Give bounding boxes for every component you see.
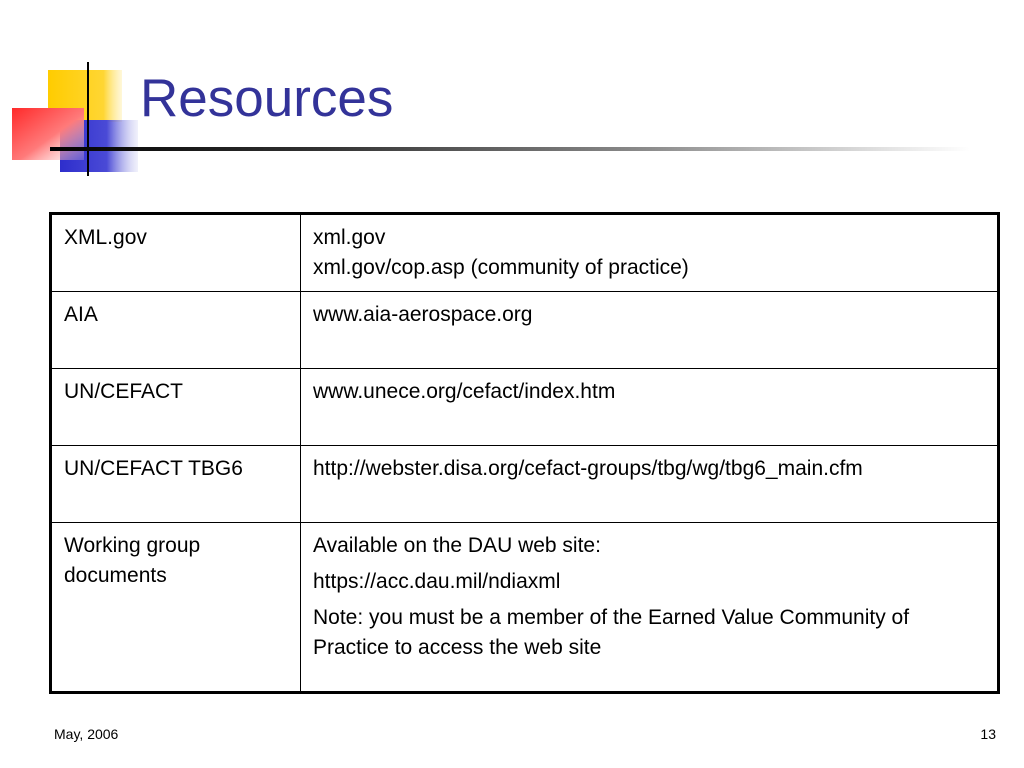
resource-links-cell xyxy=(301,292,999,369)
page-title: Resources xyxy=(140,69,394,128)
table-row xyxy=(51,369,999,446)
resource-name: XML.gov xyxy=(64,226,147,249)
resource-link[interactable]: www.aia-aerospace.org xyxy=(313,303,533,326)
table-row xyxy=(51,446,999,523)
resource-links-cell xyxy=(301,523,999,693)
resource-link[interactable]: www.unece.org/cefact/index.htm xyxy=(313,380,616,403)
resources-table xyxy=(49,212,1000,694)
resource-name: AIA xyxy=(64,303,98,326)
resource-note: Note: you must be a member of the Earned Value Community of Practice to access the web site xyxy=(313,606,910,659)
resource-links-cell xyxy=(301,214,999,292)
resource-name-cell xyxy=(51,292,301,369)
page-number: 13 xyxy=(980,726,996,742)
resource-link[interactable]: xml.gov/cop.asp (community of practice) xyxy=(313,256,689,279)
resource-name-cell xyxy=(51,214,301,292)
resource-links-cell xyxy=(301,446,999,523)
resource-links-cell xyxy=(301,369,999,446)
resource-link[interactable]: https://acc.dau.mil/ndiaxml xyxy=(313,570,561,593)
resource-name-cell xyxy=(51,446,301,523)
table-row xyxy=(51,214,999,292)
resource-link[interactable]: http://webster.disa.org/cefact-groups/tbg/wg/tbg6_main.cfm xyxy=(313,457,863,480)
resource-name: Working group documents xyxy=(64,534,201,587)
resource-description: Available on the DAU web site: xyxy=(313,534,601,557)
overlapping-squares-logo-icon xyxy=(0,0,150,190)
resource-name-cell xyxy=(51,523,301,693)
title-divider xyxy=(50,147,970,151)
resource-name: UN/CEFACT xyxy=(64,380,184,403)
resource-link[interactable]: xml.gov xyxy=(313,226,386,249)
resource-name: UN/CEFACT TBG6 xyxy=(64,457,243,480)
table-row xyxy=(51,523,999,693)
footer-date: May, 2006 xyxy=(54,726,119,742)
resource-name-cell xyxy=(51,369,301,446)
table-row xyxy=(51,292,999,369)
